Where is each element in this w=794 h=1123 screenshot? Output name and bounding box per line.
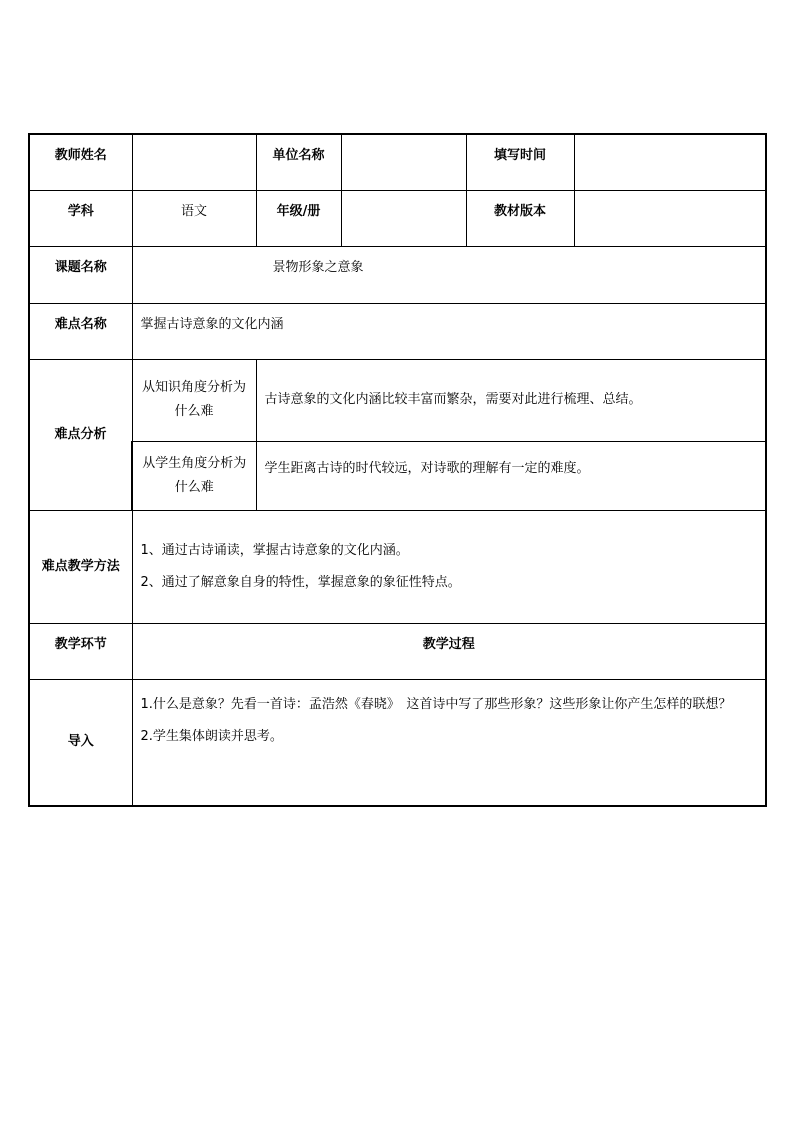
- table-row: [29, 679, 766, 806]
- table-row: [29, 190, 766, 246]
- intro-process-content[interactable]: [132, 679, 766, 806]
- table-row: [29, 623, 766, 679]
- student-angle-label: 从学生角度分析为什么难: [132, 441, 256, 510]
- teacher-name-value[interactable]: [132, 134, 256, 190]
- unit-name-label: 单位名称: [256, 134, 341, 190]
- teaching-stage-header: 教学环节: [29, 623, 132, 679]
- topic-value[interactable]: 景物形象之意象: [132, 246, 766, 303]
- table-row: [29, 441, 766, 510]
- difficulty-label: 难点名称: [29, 303, 132, 359]
- method-item-2: 2、通过了解意象自身的特性，掌握意象的象征性特点。: [140, 574, 461, 590]
- analysis-label: 难点分析: [29, 359, 132, 510]
- grade-value[interactable]: [341, 190, 466, 246]
- student-angle-text[interactable]: 学生距离古诗的时代较远，对诗歌的理解有一定的难度。: [256, 441, 766, 510]
- knowledge-angle-text[interactable]: 古诗意象的文化内涵比较丰富而繁杂，需要对此进行梳理、总结。: [256, 359, 766, 441]
- topic-label: 课题名称: [29, 246, 132, 303]
- table-row: [29, 510, 766, 623]
- unit-name-value[interactable]: [341, 134, 466, 190]
- textbook-label: 教材版本: [466, 190, 574, 246]
- textbook-value[interactable]: [574, 190, 766, 246]
- intro-item-1: 1.什么是意象？先看一首诗：孟浩然《春晓》 这首诗中写了那些形象？这些形象让你产生怎样的联想？: [140, 696, 732, 712]
- table-row: [29, 246, 766, 303]
- intro-stage-label: 导入: [29, 679, 132, 806]
- teacher-name-label: 教师姓名: [29, 134, 132, 190]
- fill-time-value[interactable]: [574, 134, 766, 190]
- table-row: [29, 134, 766, 190]
- teaching-process-header: 教学过程: [132, 623, 766, 679]
- teaching-method-label: 难点教学方法: [29, 510, 132, 623]
- lesson-design-table: [28, 133, 767, 807]
- grade-label: 年级/册: [256, 190, 341, 246]
- fill-time-label: 填写时间: [466, 134, 574, 190]
- intro-item-2: 2.学生集体朗读并思考。: [140, 728, 283, 744]
- difficulty-value[interactable]: 掌握古诗意象的文化内涵: [132, 303, 766, 359]
- teaching-method-content[interactable]: [132, 510, 766, 623]
- method-item-1: 1、通过古诗诵读，掌握古诗意象的文化内涵。: [140, 542, 409, 558]
- knowledge-angle-label: 从知识角度分析为什么难: [132, 359, 256, 441]
- subject-label: 学科: [29, 190, 132, 246]
- table-row: [29, 303, 766, 359]
- table-row: [29, 359, 766, 441]
- subject-value[interactable]: 语文: [132, 190, 256, 246]
